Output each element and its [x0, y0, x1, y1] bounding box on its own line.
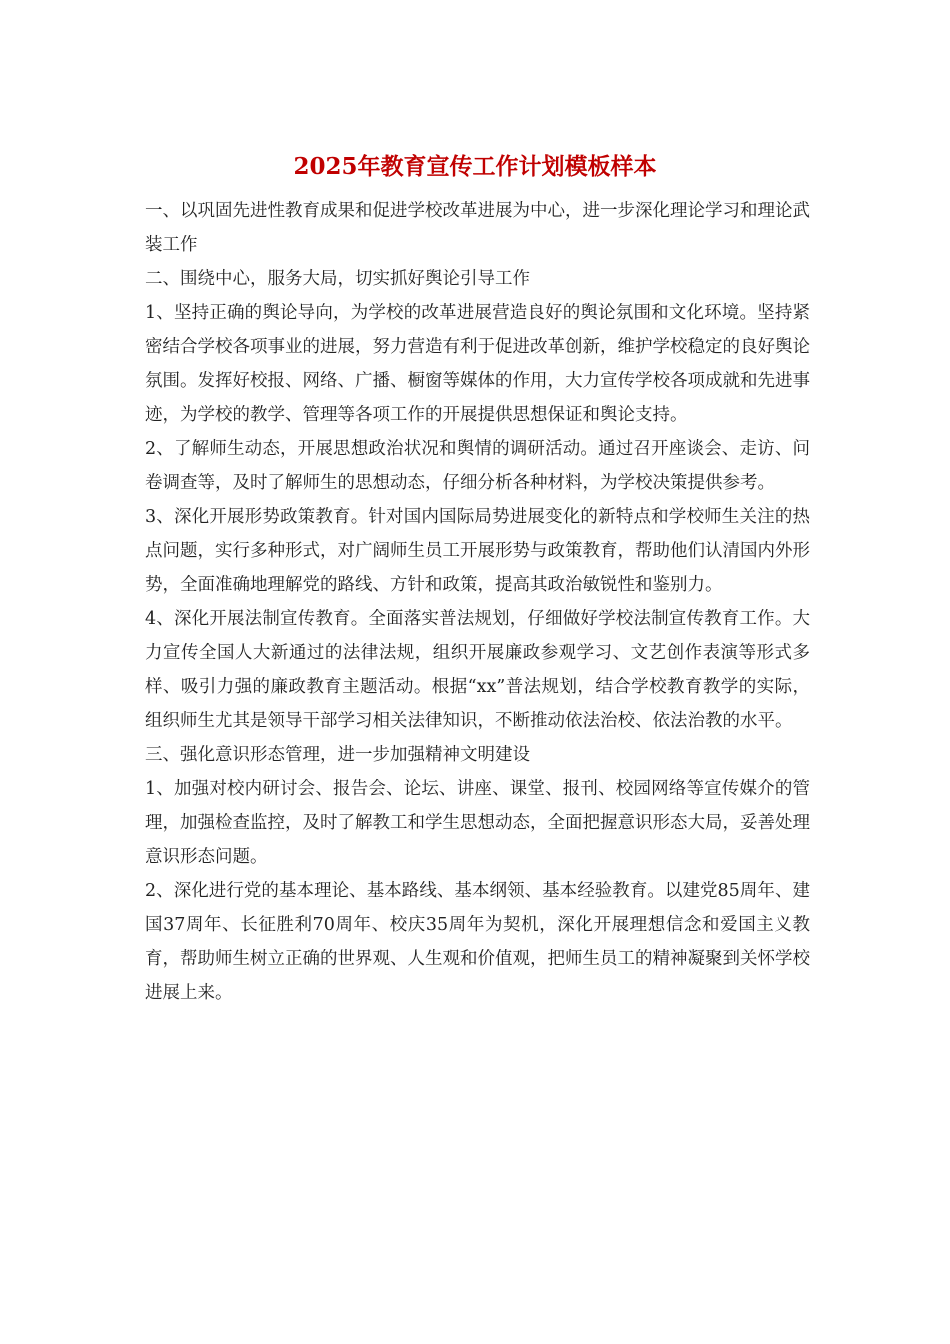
- paragraph-item-3-2: 2、深化进行党的基本理论、基本路线、基本纲领、基本经验教育。以建党85周年、建国37周年、长征胜利70周年、校庆35周年为契机，深化开展理想信念和爱国主义教育，帮助师生树立正确的世界观、人生观和价值观，把师生员工的精神凝聚到关怀学校进展上来。: [145, 881, 810, 1003]
- document-title: 2025年教育宣传工作计划模板样本: [293, 153, 657, 180]
- paragraph-section-3: 三、强化意识形态管理，进一步加强精神文明建设: [145, 745, 530, 765]
- paragraph-section-1: 一、以巩固先进性教育成果和促进学校改革进展为中心，进一步深化理论学习和理论武装工作: [145, 201, 810, 255]
- paragraph-item-2-2: 2、了解师生动态，开展思想政治状况和舆情的调研活动。通过召开座谈会、走访、问卷调查等，及时了解师生的思想动态，仔细分析各种材料，为学校决策提供参考。: [145, 439, 810, 493]
- paragraph-item-3-1: 1、加强对校内研讨会、报告会、论坛、讲座、课堂、报刊、校园网络等宣传媒介的管理，加强检查监控，及时了解教工和学生思想动态，全面把握意识形态大局，妥善处理意识形态问题。: [145, 779, 810, 867]
- paragraph-item-2-4: 4、深化开展法制宣传教育。全面落实普法规划，仔细做好学校法制宣传教育工作。大力宣传全国人大新通过的法律法规，组织开展廉政参观学习、文艺创作表演等形式多样、吸引力强的廉政教育主题活动。根据“xx”普法规划，结合学校教育教学的实际，组织师生尤其是领导干部学习相关法律知识，不断推动依法治校、依法治教的水平。: [145, 609, 810, 731]
- paragraph-item-2-3: 3、深化开展形势政策教育。针对国内国际局势进展变化的新特点和学校师生关注的热点问题，实行多种形式，对广阔师生员工开展形势与政策教育，帮助他们认清国内外形势，全面准确地理解党的路线、方针和政策，提高其政治敏锐性和鉴别力。: [145, 507, 810, 595]
- document-body: [145, 194, 810, 1010]
- paragraph-item-2-1: 1、坚持正确的舆论导向，为学校的改革进展营造良好的舆论氛围和文化环境。坚持紧密结合学校各项事业的进展，努力营造有利于促进改革创新，维护学校稳定的良好舆论氛围。发挥好校报、网络、广播、橱窗等媒体的作用，大力宣传学校各项成就和先进事迹，为学校的教学、管理等各项工作的开展提供思想保证和舆论支持。: [145, 303, 810, 425]
- paragraph-section-2: 二、围绕中心，服务大局，切实抓好舆论引导工作: [145, 269, 530, 289]
